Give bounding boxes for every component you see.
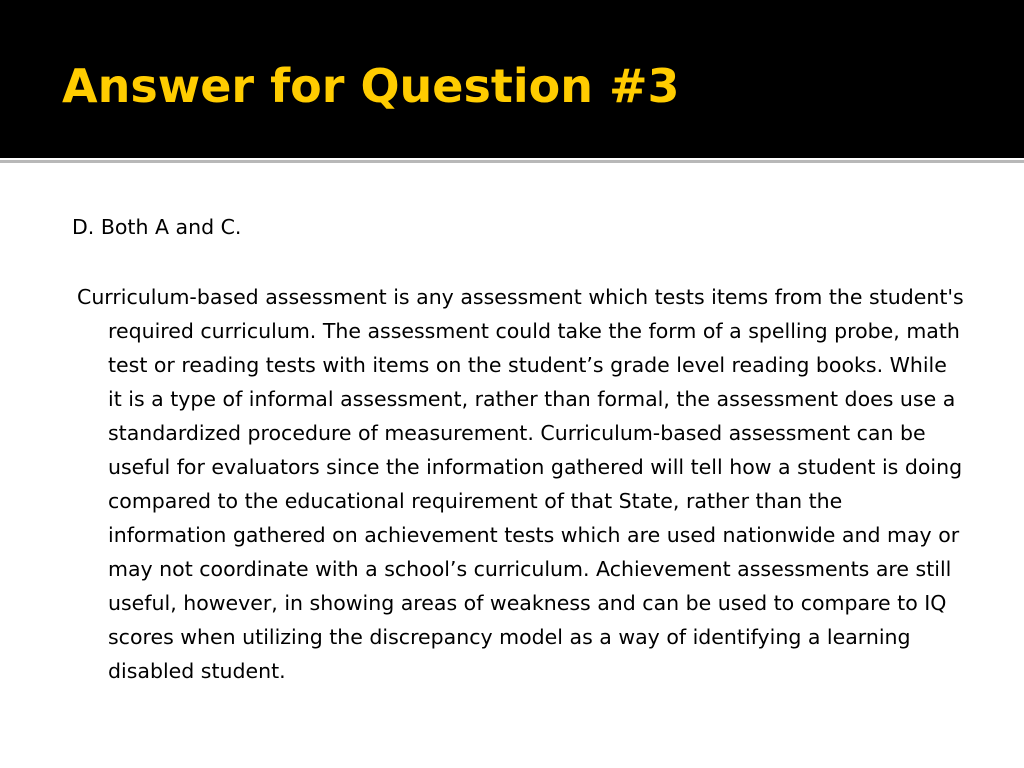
answer-text: D. Both A and C. xyxy=(72,215,242,239)
slide-title: Answer for Question #3 xyxy=(62,59,680,113)
slide-body xyxy=(72,212,972,688)
explanation-paragraph: Curriculum-based assessment is any assessment which tests items from the student's required curriculum. The assessment could take the form of a spelling probe, math test or reading tests with items on the student’s grade level reading books. While it is a type of informal assessment, rather than formal, the assessment does use a standardized procedure of measurement. Curriculum-based assessment can be useful for evaluators since the information gathered will tell how a student is doing compared to the educational requirement of that State, rather than the information gathered on achievement tests which are used nationwide and may or may not coordinate with a school’s curriculum. Achievement assessments are still useful, however, in showing areas of weakness and can be used to compare to IQ scores when utilizing the discrepancy model as a way of identifying a learning disabled student. xyxy=(77,285,964,683)
title-bar xyxy=(0,0,1024,158)
title-divider xyxy=(0,160,1024,163)
